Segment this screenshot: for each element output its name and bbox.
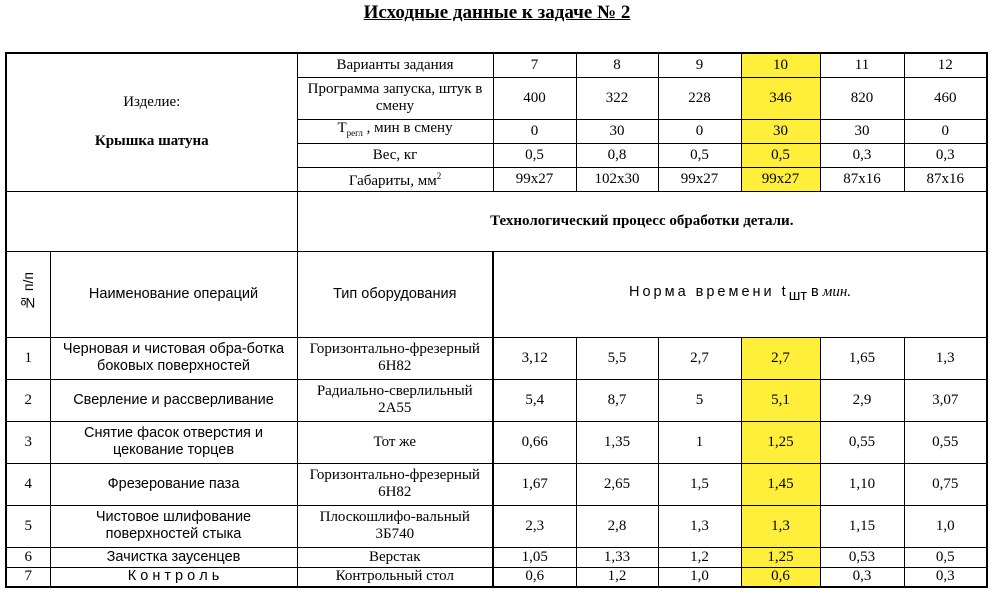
- operation-name: Фрезерование паза: [50, 463, 297, 505]
- norm-sub: шт: [788, 287, 807, 304]
- operation-row: [6, 337, 987, 379]
- time-norm-value: 0,55: [904, 421, 987, 463]
- time-norm-value: 1,2: [658, 547, 741, 567]
- time-norm-value: 1,45: [741, 463, 820, 505]
- variant-header: 11: [820, 53, 904, 77]
- param-value: 30: [741, 119, 820, 143]
- time-norm-value: 1,15: [820, 505, 904, 547]
- operation-name: Сверление и рассверливание: [50, 379, 297, 421]
- data-table: [5, 52, 988, 588]
- operation-row: [6, 505, 987, 547]
- operation-equipment: Контрольный стол: [297, 567, 493, 587]
- time-norm-value: 1,67: [493, 463, 576, 505]
- operation-row: [6, 463, 987, 505]
- operation-equipment: Плоскошлифо-вальный 3Б740: [297, 505, 493, 547]
- param-value: 30: [576, 119, 658, 143]
- variant-header: 10: [741, 53, 820, 77]
- label-rest: , мин в смену: [362, 120, 453, 136]
- param-value: 0,5: [658, 143, 741, 167]
- operation-num: 7: [6, 567, 50, 587]
- variant-header: 12: [904, 53, 987, 77]
- param-value: 99x27: [658, 167, 741, 191]
- time-norm-value: 2,7: [741, 337, 820, 379]
- param-value: 87x16: [820, 167, 904, 191]
- time-norm-value: 1,25: [741, 421, 820, 463]
- param-value: 0,3: [904, 143, 987, 167]
- time-norm-value: 1,35: [576, 421, 658, 463]
- product-label: Изделие:: [123, 94, 181, 111]
- operation-num: 1: [6, 337, 50, 379]
- time-norm-value: 2,7: [658, 337, 741, 379]
- variants-label: Варианты задания: [297, 53, 493, 77]
- label-sup: 2: [436, 171, 442, 181]
- variant-header: 9: [658, 53, 741, 77]
- time-norm-value: 1,05: [493, 547, 576, 567]
- param-value: 0,5: [493, 143, 576, 167]
- param-value: 400: [493, 77, 576, 119]
- time-norm-value: 0,3: [820, 567, 904, 587]
- time-norm-value: 8,7: [576, 379, 658, 421]
- label-main: T: [337, 120, 347, 136]
- param-value: 0: [493, 119, 576, 143]
- time-norm-value: 1,3: [904, 337, 987, 379]
- time-norm-value: 1,0: [658, 567, 741, 587]
- time-norm-value: 0,55: [820, 421, 904, 463]
- operation-row: [6, 379, 987, 421]
- time-norm-value: 0,66: [493, 421, 576, 463]
- time-norm-value: 2,65: [576, 463, 658, 505]
- time-norm-value: 0,6: [741, 567, 820, 587]
- param-label: Программа запуска, штук в смену: [297, 77, 493, 119]
- operation-row: [6, 567, 987, 587]
- operation-name: Снятие фасок отверстия и цекование торцев: [50, 421, 297, 463]
- operation-name: Зачистка заусенцев: [50, 547, 297, 567]
- operation-header: Наименование операций: [50, 251, 297, 337]
- num-header: [6, 251, 50, 337]
- norm-header: [493, 251, 987, 337]
- param-value: 30: [820, 119, 904, 143]
- param-value: 0,8: [576, 143, 658, 167]
- time-norm-value: 2,8: [576, 505, 658, 547]
- param-value: 99x27: [493, 167, 576, 191]
- time-norm-value: 0,53: [820, 547, 904, 567]
- param-value: 228: [658, 77, 741, 119]
- operation-equipment: Тот же: [297, 421, 493, 463]
- operation-name: К о н т р о л ь: [50, 567, 297, 587]
- time-norm-value: 0,3: [904, 567, 987, 587]
- time-norm-value: 0,5: [904, 547, 987, 567]
- param-label: Вес, кг: [297, 143, 493, 167]
- operation-row: [6, 547, 987, 567]
- time-norm-value: 0,75: [904, 463, 987, 505]
- param-value: 460: [904, 77, 987, 119]
- time-norm-value: 1,65: [820, 337, 904, 379]
- operation-num: 4: [6, 463, 50, 505]
- param-value: 0,3: [820, 143, 904, 167]
- param-value: 0,5: [741, 143, 820, 167]
- operation-num: 6: [6, 547, 50, 567]
- time-norm-value: 1,25: [741, 547, 820, 567]
- time-norm-value: 1,10: [820, 463, 904, 505]
- product-cell: [6, 53, 297, 191]
- operation-num: 3: [6, 421, 50, 463]
- time-norm-value: 0,6: [493, 567, 576, 587]
- operation-name: Черновая и чистовая обра-ботка боковых поверхностей: [50, 337, 297, 379]
- time-norm-value: 1,0: [904, 505, 987, 547]
- label-sub: регл: [346, 128, 363, 138]
- time-norm-value: 5,4: [493, 379, 576, 421]
- time-norm-value: 1,33: [576, 547, 658, 567]
- time-norm-value: 5,5: [576, 337, 658, 379]
- operation-equipment: Горизонтально-фрезерный 6Н82: [297, 463, 493, 505]
- variant-header: 7: [493, 53, 576, 77]
- param-value: 820: [820, 77, 904, 119]
- norm-unit: мин.: [822, 283, 852, 300]
- param-value: 0: [904, 119, 987, 143]
- norm-main: Норма времени t: [629, 283, 789, 300]
- time-norm-value: 3,07: [904, 379, 987, 421]
- time-norm-value: 1,3: [658, 505, 741, 547]
- operation-equipment: Горизонтально-фрезерный 6Н82: [297, 337, 493, 379]
- time-norm-value: 3,12: [493, 337, 576, 379]
- param-value: 0: [658, 119, 741, 143]
- variant-header: 8: [576, 53, 658, 77]
- param-value: 322: [576, 77, 658, 119]
- time-norm-value: 2,3: [493, 505, 576, 547]
- product-name: Крышка шатуна: [94, 133, 209, 150]
- param-value: 346: [741, 77, 820, 119]
- norm-in: в: [806, 283, 823, 300]
- time-norm-value: 1: [658, 421, 741, 463]
- num-header-text: № п/п: [19, 272, 36, 311]
- operation-equipment: Верстак: [297, 547, 493, 567]
- page-title: Исходные данные к задаче № 2: [363, 2, 631, 23]
- time-norm-value: 1,5: [658, 463, 741, 505]
- param-value: 87x16: [904, 167, 987, 191]
- param-label: [297, 167, 493, 191]
- equipment-header: Тип оборудования: [297, 251, 493, 337]
- time-norm-value: 1,2: [576, 567, 658, 587]
- empty-cell: [6, 191, 297, 251]
- time-norm-value: 1,3: [741, 505, 820, 547]
- time-norm-value: 5: [658, 379, 741, 421]
- param-value: 102x30: [576, 167, 658, 191]
- operation-num: 5: [6, 505, 50, 547]
- operation-row: [6, 421, 987, 463]
- operation-name: Чистовое шлифование поверхностей стыка: [50, 505, 297, 547]
- label-main: Габариты, мм: [348, 173, 437, 189]
- param-label: [297, 119, 493, 143]
- time-norm-value: 2,9: [820, 379, 904, 421]
- time-norm-value: 5,1: [741, 379, 820, 421]
- operation-num: 2: [6, 379, 50, 421]
- param-value: 99x27: [741, 167, 820, 191]
- operation-equipment: Радиально-сверлильный 2А55: [297, 379, 493, 421]
- process-title: Технологический процесс обработки детали.: [297, 191, 987, 251]
